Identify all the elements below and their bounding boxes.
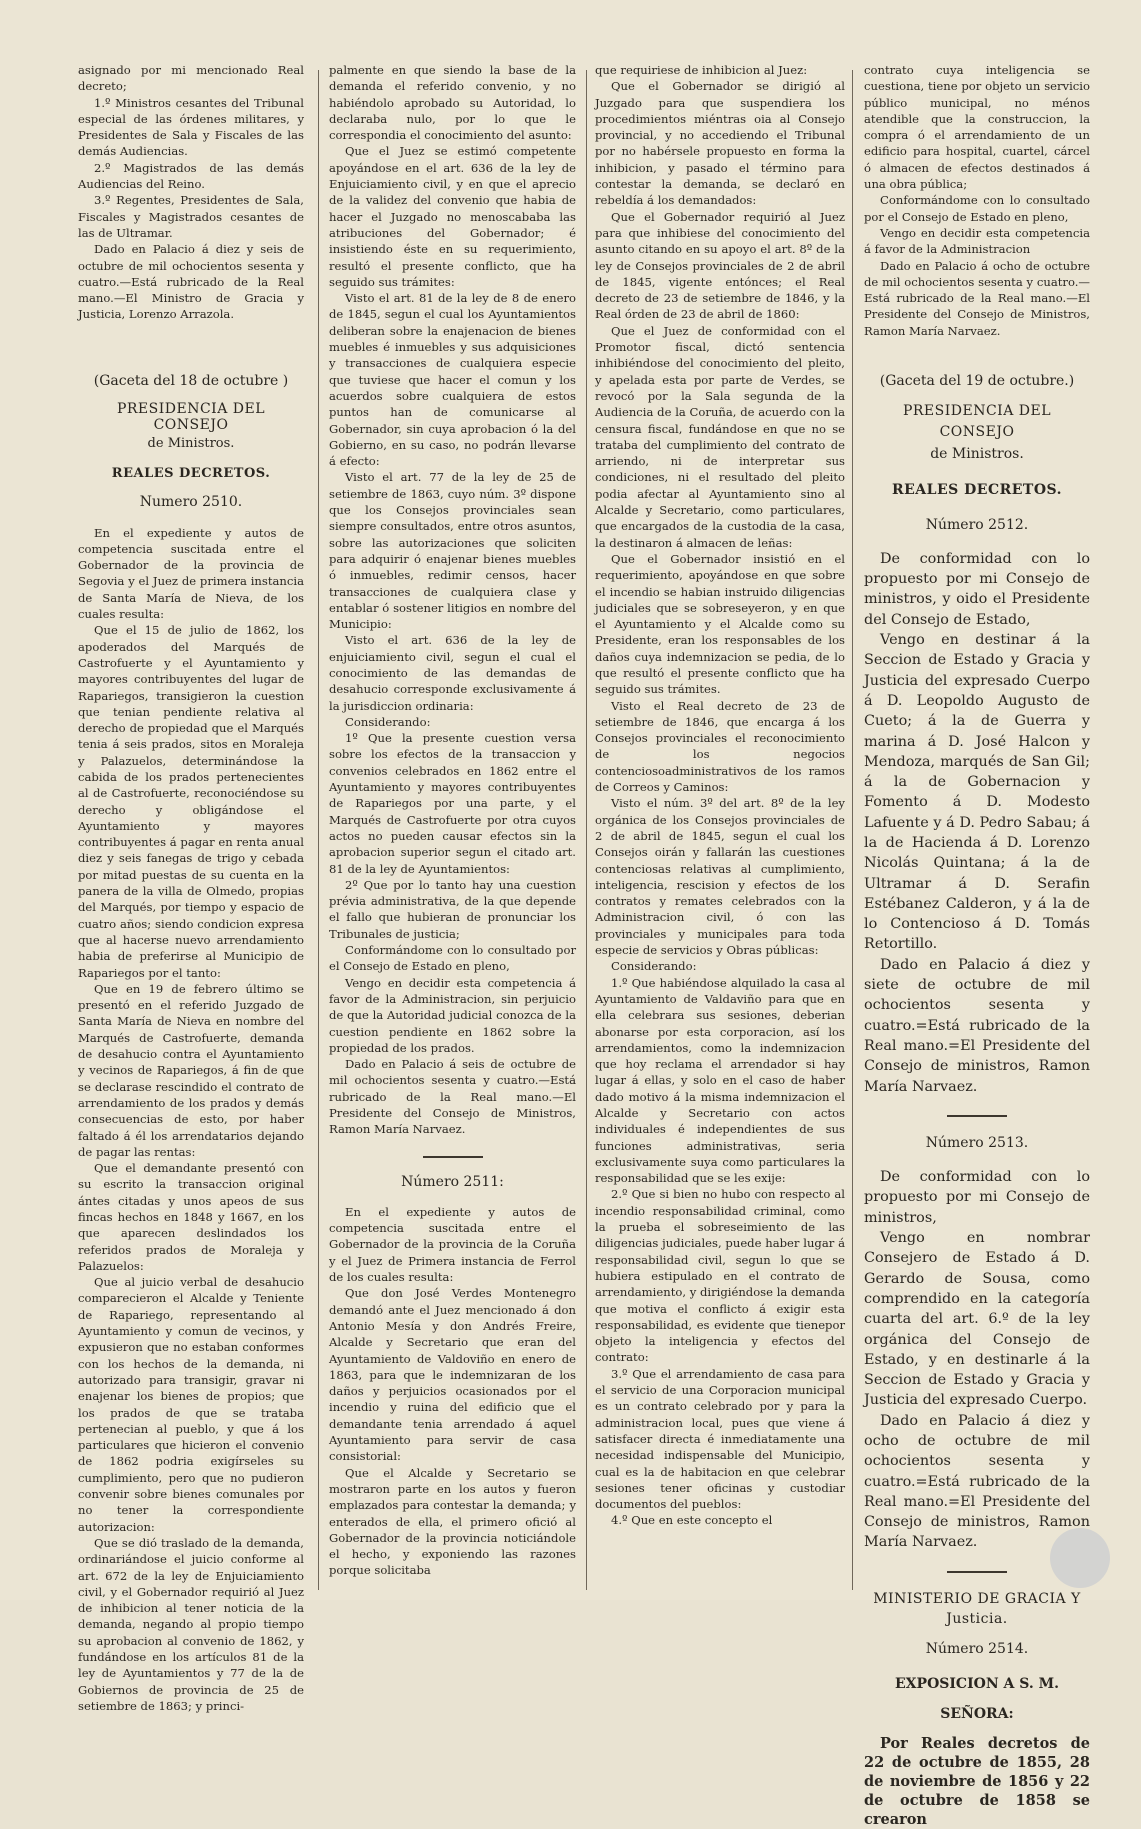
decree-number: Número 2513. [925,1134,1029,1151]
paragraph: 1º Que la presente cuestion versa sobre los efectos de la transaccion y convenios celebrados en 1862 entre el Ayuntamiento y mayores contribuyentes de Rapariegos por una parte, y el Marqués de Castrofuerte por otra cuyos actos no pueden causar efectos sin la aprobacion superior segun el citado art. 81 de la ley de Ayuntamientos: [329,731,576,876]
paragraph: Visto el Real decreto de 23 de setiembre de 1846, que encarga á los Consejos provinciales el reconocimiento de los negocios contenciosoadministrativos de los ramos de Correos y Caminos: [595,698,845,795]
paragraph: 2.º Que si bien no hubo con respecto al incendio responsabilidad criminal, como la prueba el sobreseimiento de las diligencias judiciales, puede haber lugar á responsabilidad civil, segun lo que se hubiera estipulado en el contrato de arrendamiento, y dirigiéndose la demanda que motiva el conflicto á exigir esta responsabilidad, es evidente que tienepor objeto la inteligencia y efectos del contrato: [595,1187,845,1365]
paragraph: asignado por mi mencionado Real decreto; [78,63,304,94]
separator [423,1156,483,1158]
paragraph: palmente en que siendo la base de la demanda el referido convenio, y no habiéndolo aprobado su Autoridad, lo declaraba nulo, por lo que le correspondia el conocimiento del asunto: [329,63,576,143]
section-subheading: de Ministros. [147,435,235,451]
paragraph: De conformidad con lo propuesto por mi Consejo de ministros, [864,1169,1090,1226]
paragraph: Que al juicio verbal de desahucio comparecieron el Alcalde y Teniente de Rapariego, representando al Ayuntamiento y comun de vecinos, y expusieron que no estaban conformes con los hechos de la demanda, ni autorizado para transigir, gravar ni enajenar los bienes de propios; que los prados de que se trataba pertenecian al pueblo, y que á los particulares que hicieron el convenio de 1862 podria exigírseles su cumplimiento, pero que no pudieron convenir sobre bienes comunales por no tener la correspondiente autorizacion: [78,1275,304,1534]
paragraph: Considerando: [345,714,431,729]
paragraph: Que el Juez de conformidad con el Promotor fiscal, dictó sentencia inhibiéndose del conocimiento del pleito, y apelada esta por parte de Verdes, se revocó por la Sala segunda de la Audiencia de la Coruña, de acuerdo con la censura fiscal, fundándose en que no se trataba del cumplimiento del contrato de arriendo, ni de interpretar sus condiciones, ni el resultado del pleito podia afectar al Ayuntamiento sino al Alcalde y Secretario, como particulares, que encargados de la custodia de la casa, la destinaron á almacen de leñas: [595,323,845,550]
paragraph: Visto el núm. 3º del art. 8º de la ley orgánica de los Consejos provinciales de 2 de abril de 1845, segun el cual los Consejos oirán y fallarán las cuestiones contenciosas relativas al cumplimiento, inteligencia, rescision y efectos de los contratos y remates celebrados con la Administracion civil, ó con las provinciales y municipales para toda especie de servicios y Obras públicas: [595,796,845,958]
paragraph: Considerando: [611,959,697,974]
paragraph: Vengo en nombrar Consejero de Estado á D. Gerardo de Sousa, como comprendido en la categoría cuarta del art. 6.º de la ley orgánica del Consejo de Estado, y en destinarle á la Seccion de Estado y Gracia y Justicia del expresado Cuerpo. [864,1230,1090,1409]
column-rule [586,70,587,1590]
paragraph: Que se dió traslado de la demanda, ordinariándose el juicio conforme al art. 672 de la ley de Enjuiciamiento civil, y el Gobernador requirió al Juez de inhibicion al tener noticia de la demanda, negando al propio tiempo su aprobacion al convenio de 1862, y fundándose en los artículos 81 de la ley de Ayuntamientos y 77 de la de Gobiernos de provincia de 25 de setiembre de 1863; y princi- [78,1535,304,1713]
separator [947,1571,1007,1573]
decrees-heading: REALES DECRETOS. [111,465,271,481]
paragraph: Visto el art. 636 de la ley de enjuiciamiento civil, segun el cual el conocimiento de las demandas de desahucio corresponde exclusivamente á la jurisdiccion ordinaria: [329,633,576,713]
column-rule [852,70,853,1590]
paragraph: Conformándome con lo consultado por el Consejo de Estado en pleno, [329,943,576,974]
decree-number: Número 2511: [401,1173,504,1190]
separator [947,1115,1007,1117]
paragraph: Que el Alcalde y Secretario se mostraron parte en los autos y fueron emplazados para contestar la demanda; y enterados de ella, el primero ofició al Gobernador de la provincia noticiándole el hecho, y exponiendo las razones porque solicitaba [329,1465,576,1578]
gaceta-date: (Gaceta del 19 de octubre.) [879,373,1075,390]
ministry-heading: MINISTERIO DE GRACIA Y Justicia. [873,1590,1081,1628]
paragraph: Que el Gobernador se dirigió al Juzgado para que suspendiera los procedimientos miéntras oia al Consejo provincial, y no accediendo el Tribunal por no habérsele propuesto en forma la inhibicion, y pasado el término para contestar la demanda, se declaró en rebeldía á los demandados: [595,79,845,208]
column-4 [864,62,1090,1829]
paragraph: Visto el art. 77 de la ley de 25 de setiembre de 1863, cuyo núm. 3º dispone que los Consejos provinciales sean siempre consultados, entre otros asuntos, sobre las autorizaciones que soliciten para adquirir ó enajenar bienes muebles ó inmuebles, redimir censos, hacer transacciones de cualquiera clase y entablar ó sostener litigios en nombre del Municipio: [329,470,576,632]
gaceta-date: (Gaceta del 18 de octubre ) [93,372,289,389]
paragraph: contrato cuya inteligencia se cuestiona, tiene por objeto un servicio público municipal, no ménos atendible que la construccion, la compra ó el arrendamiento de un edificio para hospital, cuartel, cárcel ó almacen de efectos destinados á una obra pública; [864,63,1090,192]
exposition-heading: EXPOSICION A S. M. [895,1675,1059,1692]
paragraph: Que el demandante presentó con su escrito la transaccion original ántes citadas y unos apeos de sus fincas hechos en 1848 y 1667, en los que aparecen deslindados los referidos prados de Moraleja y Palazuelos: [78,1161,304,1273]
paragraph: Dado en Palacio á diez y siete de octubre de mil ochocientos sesenta y cuatro.=Está rubricado de la Real mano.=El Presidente del Consejo de ministros, Ramon María Narvaez. [864,956,1090,1095]
paragraph: Dado en Palacio á diez y seis de octubre de mil ochocientos sesenta y cuatro.—Está rubricado de la Real mano.—El Ministro de Gracia y Justicia, Lorenzo Arrazola. [78,242,304,322]
column-2 [329,62,576,1590]
paragraph: Que el 15 de julio de 1862, los apoderados del Marqués de Castrofuerte y el Ayuntamiento y mayores contribuyentes del lugar de Rapariegos, transigieron la cuestion que tenian pendiente relativa al derecho de propiedad que el Marqués tenia á seis prados, sitos en Moraleja y Palazuelos, determinándose la cabida de los prados pertenecientes al de Castrofuerte, reconociéndose su derecho y obligándose el Ayuntamiento y mayores contribuyentes á pagar en renta anual diez y seis fanegas de trigo y cebada por mitad puestas de su cuenta en la panera de la villa de Olmedo, propias del Marqués, por tiempo y espacio de cuatro años; siendo condicion expresa que al hacerse nuevo arrendamiento habia de preferirse al Municipio de Rapariegos por el tanto: [78,623,304,980]
paragraph: Dado en Palacio á seis de octubre de mil ochocientos sesenta y cuatro.—Está rubricado de la Real mano.—El Presidente del Consejo de Ministros, Ramon María Narvaez. [329,1057,576,1137]
ink-stamp-mark [1050,1528,1110,1588]
paragraph: En el expediente y autos de competencia suscitada entre el Gobernador de la provincia de la Coruña y el Juez de Primera instancia de Ferrol de los cuales resulta: [329,1204,576,1285]
paragraph: Que don José Verdes Montenegro demandó ante el Juez mencionado á don Antonio Mesía y don Andrés Freire, Alcalde y Secretario que eran del Ayuntamiento de Valdoviño en enero de 1863, para que le indemnizaran de los daños y perjuicios ocasionados por el incendio y ruina del edificio que el demandante tenia arrendado á aquel Ayuntamiento para servir de casa consistorial: [329,1286,576,1464]
paragraph: 4.º Que en este concepto el [611,1513,773,1528]
paragraph: 2.º Magistrados de las demás Audiencias del Reino. [78,160,304,192]
paragraph: Por Reales decretos de 22 de octubre de 1855, 28 de noviembre de 1856 y 22 de octubre de 1858 se crearon [864,1735,1090,1829]
section-heading: PRESIDENCIA DEL CONSEJO [902,403,1052,440]
paragraph: Que en 19 de febrero último se presentó en el referido Juzgado de Santa María de Nieva en nombre del Marqués de Castrofuerte, demanda de desahucio contra el Ayuntamiento y vecinos de Rapariegos, á fin de que se declarase rescindido el contrato de arrendamiento de los prados y demás consecuencias de esto, por haber faltado á él los arrendatarios dejando de pagar las rentas: [78,981,304,1159]
paragraph: 1.º Ministros cesantes del Tribunal especial de las órdenes militares, y Presidentes de Sala y Fiscales de las demás Audiencias. [78,95,304,159]
paragraph: Que el Gobernador insistió en el requerimiento, apoyándose en que sobre el incendio se habian instruido diligencias judiciales que se sobreseyeron, y en que el Ayuntamiento y el Alcalde como su Presidente, eran los responsables de los daños cuya indemnizacion se pedia, de lo que resultó el presente conflicto que ha seguido sus trámites. [595,551,845,697]
paragraph: Vengo en decidir esta competencia á favor de la Administracion, sin perjuicio de que la Autoridad judicial conozca de la cuestion pendiente en 1862 sobre la propiedad de los prados. [329,975,576,1055]
paragraph: Que el Juez se estimó competente apoyándose en el art. 636 de la ley de Enjuiciamiento civil, y en que el aprecio de la validez del convenio que habia de hacer el Juzgado no menoscababa las atribuciones del Gobernador; é insistiendo éste en su requerimiento, resultó el presente conflicto, que ha seguido sus trámites: [329,144,576,289]
decrees-heading: REALES DECRETOS. [891,482,1063,499]
paragraph: En el expediente y autos de competencia suscitada entre el Gobernador de la provincia de Segovia y el Juez de primera instancia de Santa María de Nieva, de los cuales resulta: [78,525,304,622]
paragraph: Dado en Palacio á ocho de octubre de mil ochocientos sesenta y cuatro.—Está rubricado de la Real mano.—El Presidente del Consejo de Ministros, Ramon María Narvaez. [864,258,1090,338]
paragraph: De conformidad con lo propuesto por mi Consejo de ministros, y oido el Presidente del Consejo de Estado, [864,550,1090,628]
paragraph: 3.º Regentes, Presidentes de Sala, Fiscales y Magistrados cesantes de las de Ultramar. [78,193,304,240]
paragraph: que requiriese de inhibicion al Juez: [595,63,808,77]
paragraph: 1.º Que habiéndose alquilado la casa al Ayuntamiento de Valdaviño para que en ella celebrara sus sesiones, deberian abonarse por esta corporacion, así los arrendamientos, como la indemnizacion que hoy reclama el arrendador si hay lugar á ellas, y solo en el caso de haber dado motivo á la misma indemnizacion el Alcalde y Secretario con actos individuales é independientes de sus funciones administrativas, seria exclusivamente suya como particulares la responsabilidad que se les exije: [595,975,845,1186]
decree-number: Numero 2510. [139,494,243,511]
paragraph: Visto el art. 81 de la ley de 8 de enero de 1845, segun el cual los Ayuntamientos deliberan sobre la enajenacion de bienes muebles é inmuebles y sus adquisiciones y transacciones de cualquiera especie que tuviese que hacer el comun y los acuerdos sobre cualquiera de estos puntos han de comunicarse al Gobernador, sin cuya aprobacion ó la del Gobierno, en su caso, no podrán llevarse á efecto: [329,291,576,469]
section-heading: PRESIDENCIA DEL CONSEJO [116,401,266,434]
paragraph: Dado en Palacio á diez y ocho de octubre de mil ochocientos sesenta y cuatro.=Está rubricado de la Real mano.=El Presidente del Consejo de ministros, Ramon María Narvaez. [864,1412,1090,1551]
salutation: SEÑORA: [940,1705,1014,1722]
paragraph: 3.º Que el arrendamiento de casa para el servicio de una Corporacion municipal es un contrato celebrado por y para la administracion local, pues que viene á satisfacer directa é inmediatamente una necesidad indispensable del Municipio, cual es la de habitacion en que celebrar sesiones tener oficinas y custodiar documentos del pueblos: [595,1366,845,1512]
paragraph: Que el Gobernador requirió al Juez para que inhibiese del conocimiento del asunto citando en su apoyo el art. 8º de la ley de Consejos provinciales de 2 de abril de 1845, vigente entónces; el Real decreto de 23 de setiembre de 1846, y la Real órden de 23 de abril de 1860: [595,209,845,322]
paragraph: 2º Que por lo tanto hay una cuestion prévia administrativa, de la que depende el fallo que hubieran de pronunciar los Tribunales de justicia; [329,877,576,941]
column-1 [78,62,304,1713]
decree-number: Número 2512. [925,516,1029,533]
paragraph: Vengo en decidir esta competencia á favor de la Administracion [864,225,1090,257]
paragraph: Conformándome con lo consultado por el Consejo de Estado en pleno, [864,193,1090,224]
column-3 [595,62,845,1590]
continued-decree [864,62,1090,339]
section-subheading: de Ministros. [930,445,1024,462]
decree-number: Número 2514. [925,1641,1029,1658]
column-rule [318,70,319,1590]
paragraph: Vengo en destinar á la Seccion de Estado y Gracia y Justicia del expresado Cuerpo á D. Leopoldo Augusto de Cueto; á la de Guerra y marina á D. José Halcon y Mendoza, marqués de San Gil; á la de Gobernacion y Fomento á D. Modesto Lafuente y á D. Pedro Sabau; á la de Hacienda á D. Lorenzo Nicolás Quintana; á la de Ultramar á D. Serafin Estébanez Calderon, y á la de lo Contencioso á D. Tomás Retortillo. [864,632,1090,953]
